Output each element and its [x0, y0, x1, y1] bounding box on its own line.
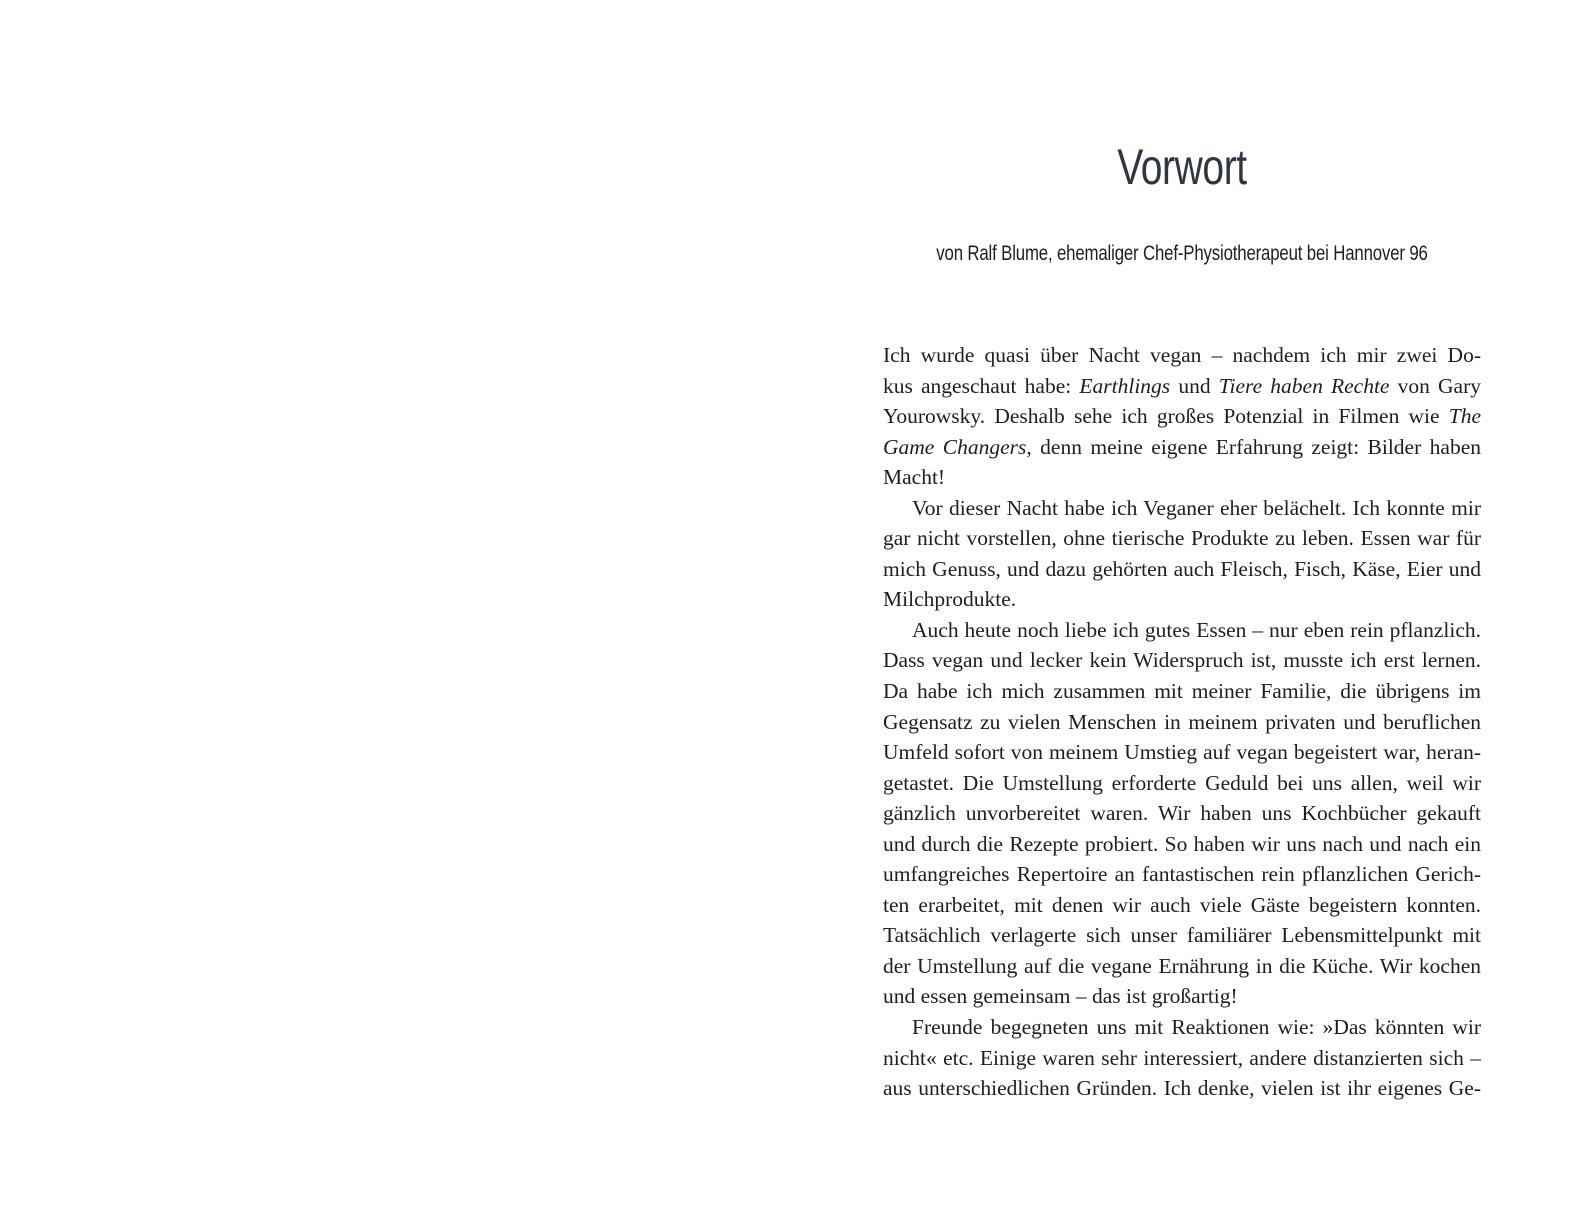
text-line: [883, 1073, 1481, 1104]
italic-title-run: Game Changers: [883, 434, 1027, 459]
text-line: [883, 859, 1481, 890]
body-text: [883, 340, 1481, 1104]
text-line: [883, 951, 1481, 982]
text-line: [883, 829, 1481, 860]
text-line: [883, 981, 1481, 1012]
text-run: Yourowsky. Deshalb sehe ich großes Potenzial in Filmen wie: [883, 404, 1449, 429]
text-line: [883, 462, 1481, 493]
text-run: und durch die Rezepte probiert. So haben wir uns nach und nach ein: [883, 831, 1481, 856]
text-run: mich Genuss, und dazu gehörten auch Fleisch, Fisch, Käse, Eier und: [883, 556, 1481, 581]
text-line: [883, 798, 1481, 829]
text-line: [883, 768, 1481, 799]
text-line: [883, 340, 1481, 371]
text-run: gänzlich unvorbereitet waren. Wir haben uns Kochbücher gekauft: [883, 801, 1481, 826]
italic-title-run: Tiere haben Rechte: [1218, 373, 1390, 398]
text-run: Tatsächlich verlagerte sich unser familiärer Lebensmittelpunkt mit: [883, 923, 1481, 948]
text-run: Freunde begegneten uns mit Reaktionen wie: »Das könnten wir: [912, 1015, 1481, 1040]
text-line: [883, 707, 1481, 738]
text-line: [883, 493, 1481, 524]
text-run: Da habe ich mich zusammen mit meiner Familie, die übrigens im: [883, 679, 1481, 704]
text-run: nicht« etc. Einige waren sehr interessiert, andere distanzierten sich –: [883, 1045, 1481, 1070]
text-run: Dass vegan und lecker kein Widerspruch ist, musste ich erst lernen.: [883, 648, 1481, 673]
text-run: aus unterschiedlichen Gründen. Ich denke, vielen ist ihr eigenes Ge-: [883, 1076, 1481, 1101]
text-run: ten erarbeitet, mit denen wir auch viele Gäste begeistern konnten.: [883, 892, 1481, 917]
italic-title-run: Earthlings: [1079, 373, 1171, 398]
text-run: , denn meine eigene Erfahrung zeigt: Bilder haben: [1026, 434, 1481, 459]
text-line: [883, 645, 1481, 676]
text-line: [883, 584, 1481, 615]
text-line: [883, 1043, 1481, 1074]
text-run: Macht!: [883, 465, 946, 490]
italic-title-run: The: [1448, 404, 1481, 429]
text-line: [883, 920, 1481, 951]
text-run: Auch heute noch liebe ich gutes Essen – nur eben rein pflanzlich.: [912, 617, 1481, 642]
text-line: [883, 554, 1481, 585]
text-run: und: [1170, 373, 1219, 398]
text-run: umfangreiches Repertoire an fantastischen rein pflanzlichen Gerich-: [883, 862, 1481, 887]
text-line: [883, 1012, 1481, 1043]
text-run: Ich wurde quasi über Nacht vegan – nachdem ich mir zwei Do-: [883, 343, 1481, 367]
chapter-title: Vorwort: [1117, 139, 1247, 195]
text-run: von Gary: [1389, 373, 1482, 398]
text-run: getastet. Die Umstellung erforderte Geduld bei uns allen, weil wir: [883, 770, 1481, 795]
text-line: [883, 523, 1481, 554]
text-run: und essen gemeinsam – das ist großartig!: [883, 984, 1238, 1009]
text-run: gar nicht vorstellen, ohne tierische Produkte zu leben. Essen war für: [883, 526, 1481, 551]
text-line: [883, 737, 1481, 768]
text-line: [883, 890, 1481, 921]
text-run: Gegensatz zu vielen Menschen in meinem privaten und beruflichen: [883, 709, 1481, 734]
text-line: [883, 371, 1481, 402]
text-run: Umfeld sofort von meinem Umstieg auf vegan begeistert war, heran-: [883, 740, 1481, 765]
text-run: Milchprodukte.: [883, 587, 1017, 612]
text-line: [883, 401, 1481, 432]
text-run: kus angeschaut habe:: [883, 373, 1080, 398]
text-run: Vor dieser Nacht habe ich Veganer eher belächelt. Ich konnte mir: [912, 495, 1481, 520]
text-line: [883, 432, 1481, 463]
chapter-subtitle: von Ralf Blume, ehemaliger Chef-Physiotherapeut bei Hannover 96: [936, 242, 1428, 265]
text-line: [883, 676, 1481, 707]
text-run: der Umstellung auf die vegane Ernährung in die Küche. Wir kochen: [883, 953, 1481, 978]
text-line: [883, 615, 1481, 646]
